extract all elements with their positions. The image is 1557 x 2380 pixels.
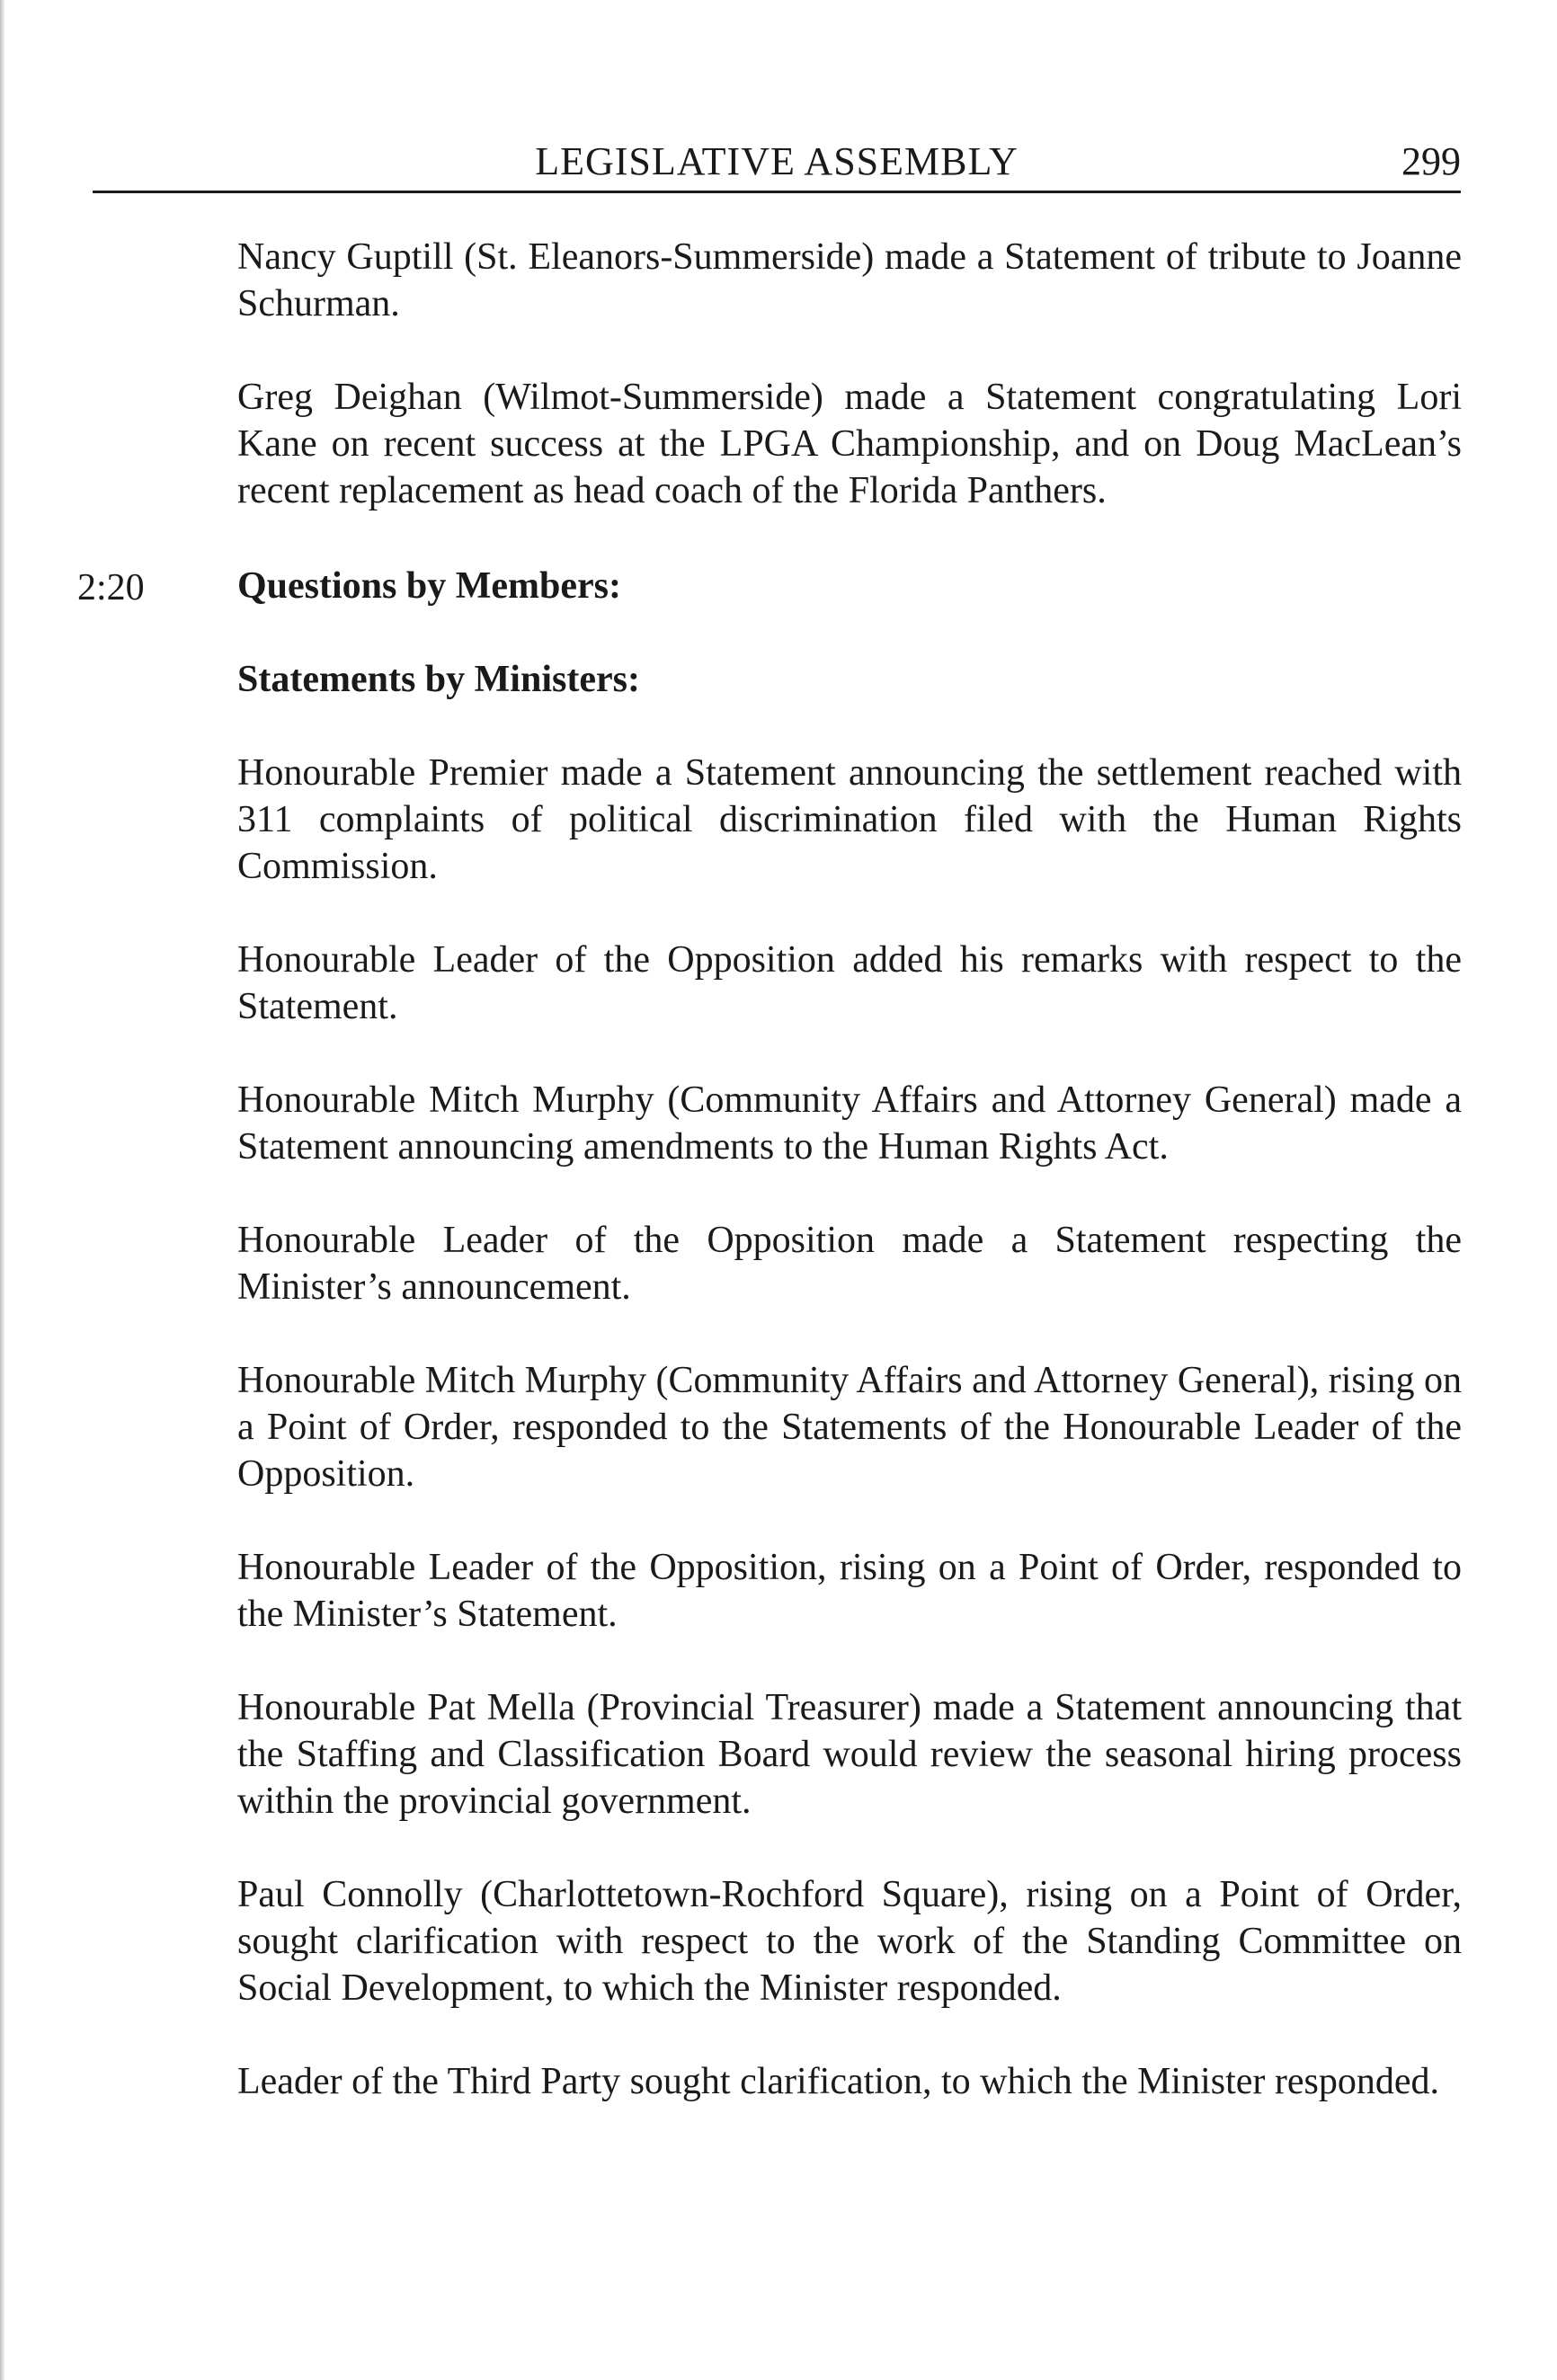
page-edge-shadow <box>0 0 5 2380</box>
time-marker: 2:20 <box>77 567 145 608</box>
paragraph-deighan-congratulations: Greg Deighan (Wilmot-Summerside) made a Statement congratulating Lori Kane on recent success at the LPGA Championship, and on Doug MacLean’s recent replacement as head coach of the Florida Panthers. <box>237 377 1462 511</box>
statement-premier: Honourable Premier made a Statement announcing the settlement reached with 311 complaints of political discrimination filed with the Human Rights Commission. <box>237 752 1462 887</box>
statement-third-party: Leader of the Third Party sought clarification, to which the Minister responded. <box>237 2061 1440 2102</box>
paragraph-guptill-tribute: Nancy Guptill (St. Eleanors-Summerside) made a Statement of tribute to Joanne Schurman. <box>237 236 1462 324</box>
heading-statements-by-ministers: Statements by Ministers: <box>237 659 640 700</box>
heading-questions-by-members: Questions by Members: <box>237 565 621 607</box>
statement-mella-staffing: Honourable Pat Mella (Provincial Treasurer) made a Statement announcing that the Staffing and Classification Board would review the seasonal hiring process within the provincial government. <box>237 1687 1462 1822</box>
statement-opposition-remarks: Honourable Leader of the Opposition added his remarks with respect to the Statement. <box>237 939 1462 1027</box>
journal-body <box>237 234 1462 2105</box>
page-header <box>93 135 1461 193</box>
statement-opposition-respecting: Honourable Leader of the Opposition made a Statement respecting the Minister’s announcement. <box>237 1220 1462 1308</box>
statement-murphy-amendments: Honourable Mitch Murphy (Community Affairs and Attorney General) made a Statement announcing amendments to the Human Rights Act. <box>237 1079 1462 1168</box>
statement-opposition-point-of-order: Honourable Leader of the Opposition, rising on a Point of Order, responded to the Minister’s Statement. <box>237 1547 1462 1635</box>
running-head-title: LEGISLATIVE ASSEMBLY <box>535 139 1019 183</box>
statement-murphy-point-of-order: Honourable Mitch Murphy (Community Affairs and Attorney General), rising on a Point of Order, responded to the Statements of the Honourable Leader of the Opposition. <box>237 1360 1462 1495</box>
page-number: 299 <box>1401 139 1461 183</box>
statement-connolly-clarification: Paul Connolly (Charlottetown-Rochford Square), rising on a Point of Order, sought clarification with respect to the work of the Standing Committee on Social Development, to which the Minister responded. <box>237 1874 1462 2009</box>
